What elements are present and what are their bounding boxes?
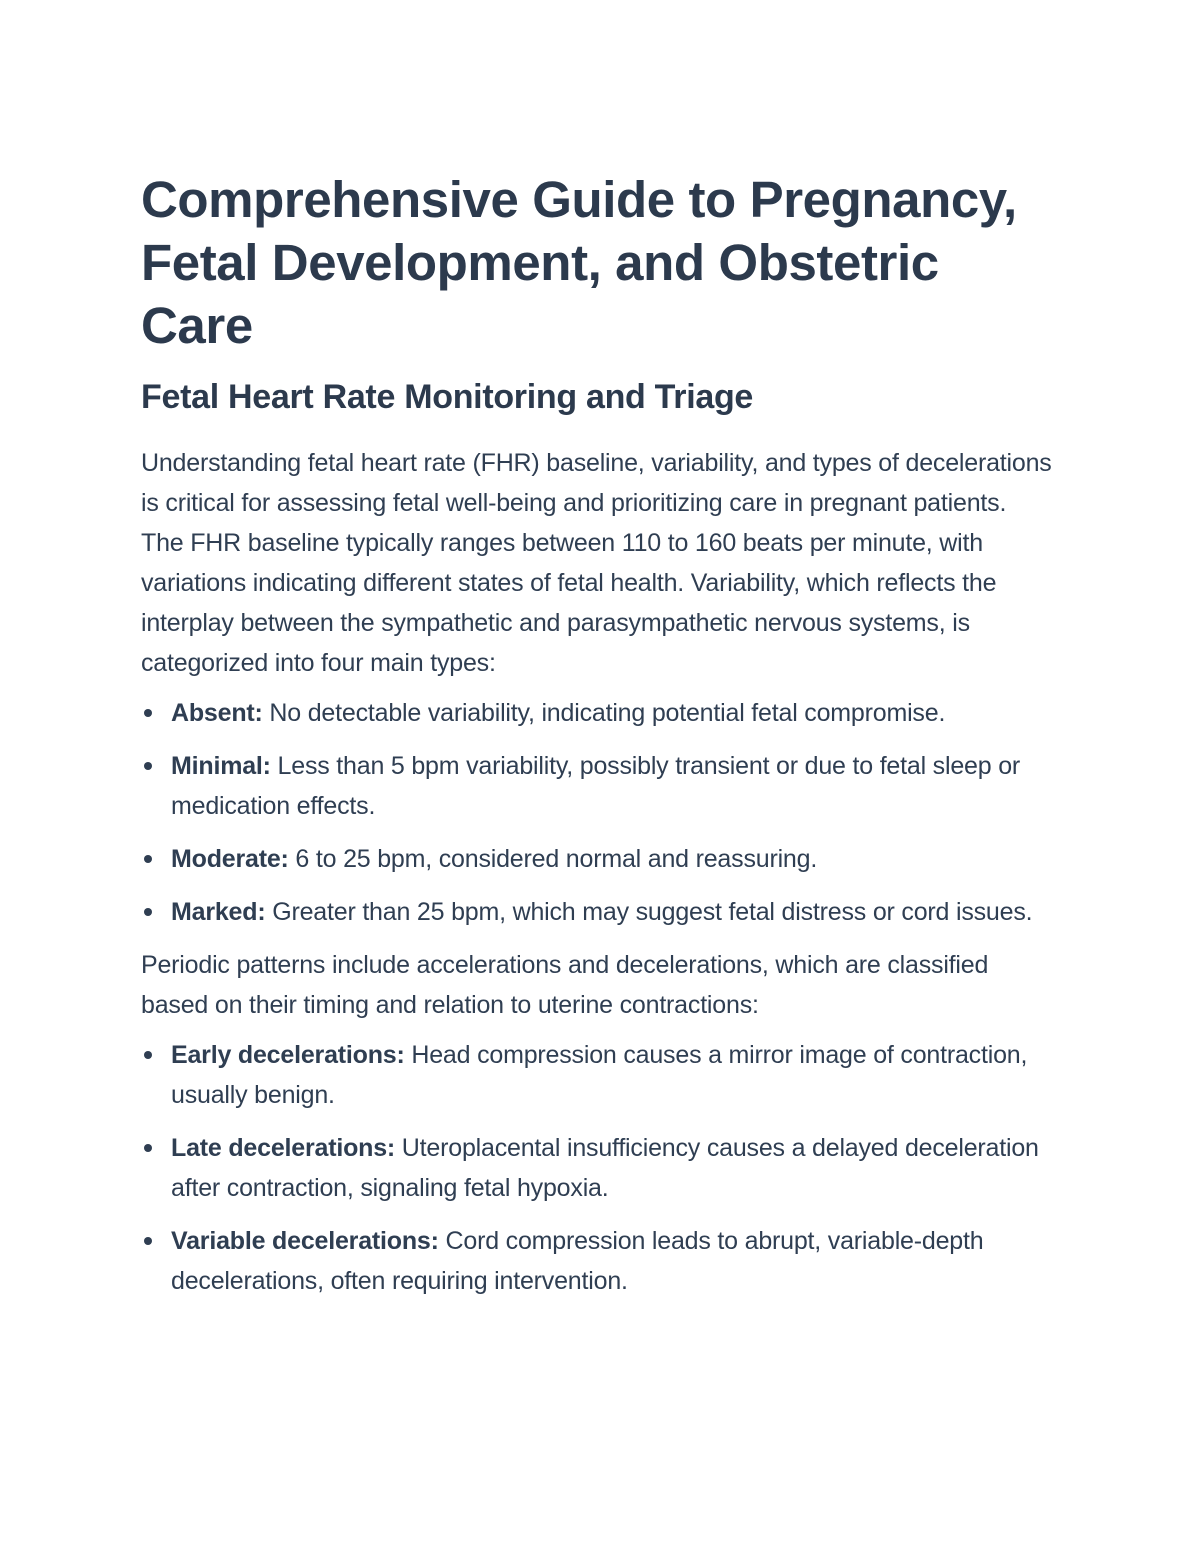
bullet-icon [144,762,152,770]
bullet-icon [144,855,152,863]
bullet-icon [144,1237,152,1245]
list-item-text: Uteroplacental insufficiency causes a delayed deceleration after contraction, signaling fetal hypoxia. [171,1134,1039,1202]
variability-list [141,693,1061,932]
periodic-patterns-paragraph: Periodic patterns include accelerations and decelerations, which are classified based on their timing and relation to uterine contractions: [141,951,989,1019]
bullet-icon [144,1051,152,1059]
list-item [141,839,1061,879]
document-page [141,168,1061,1314]
list-item-text: No detectable variability, indicating potential fetal compromise. [262,699,946,727]
list-item [141,1128,1061,1208]
bullet-icon [144,709,152,717]
bullet-icon [144,908,152,916]
section-heading: Fetal Heart Rate Monitoring and Triage [141,378,754,416]
intro-paragraph: Understanding fetal heart rate (FHR) baseline, variability, and types of decelerations is critical for assessing fetal well-being and prioritizing care in pregnant patients. [141,449,1052,517]
list-item [141,892,1061,932]
baseline-paragraph: The FHR baseline typically ranges between 110 to 160 beats per minute, with variations indicating different states of fetal health. Variability, which reflects the interplay between the sympathetic and parasympathetic nervous systems, is categorized into four main types: [141,529,997,677]
list-item-term: Absent: [171,699,263,727]
list-item-text: Head compression causes a mirror image of contraction, usually benign. [171,1041,1028,1109]
list-item-text: Greater than 25 bpm, which may suggest fetal distress or cord issues. [265,898,1033,926]
list-item-term: Late decelerations: [171,1134,396,1162]
list-item-text: 6 to 25 bpm, considered normal and reassuring. [288,845,818,873]
list-item-text: Less than 5 bpm variability, possibly transient or due to fetal sleep or medication effects. [171,752,1021,820]
list-item-term: Marked: [171,898,266,926]
list-item-term: Early decelerations: [171,1041,405,1069]
list-item [141,746,1061,826]
list-item-text: Cord compression leads to abrupt, variable-depth decelerations, often requiring intervention. [171,1227,984,1295]
document-title: Comprehensive Guide to Pregnancy, Fetal Development, and Obstetric Care [141,171,1017,354]
list-item [141,693,1061,733]
bullet-icon [144,1144,152,1152]
list-item [141,1035,1061,1115]
list-item-term: Variable decelerations: [171,1227,439,1255]
decelerations-list [141,1035,1061,1301]
list-item-term: Minimal: [171,752,271,780]
list-item-term: Moderate: [171,845,289,873]
list-item [141,1221,1061,1301]
